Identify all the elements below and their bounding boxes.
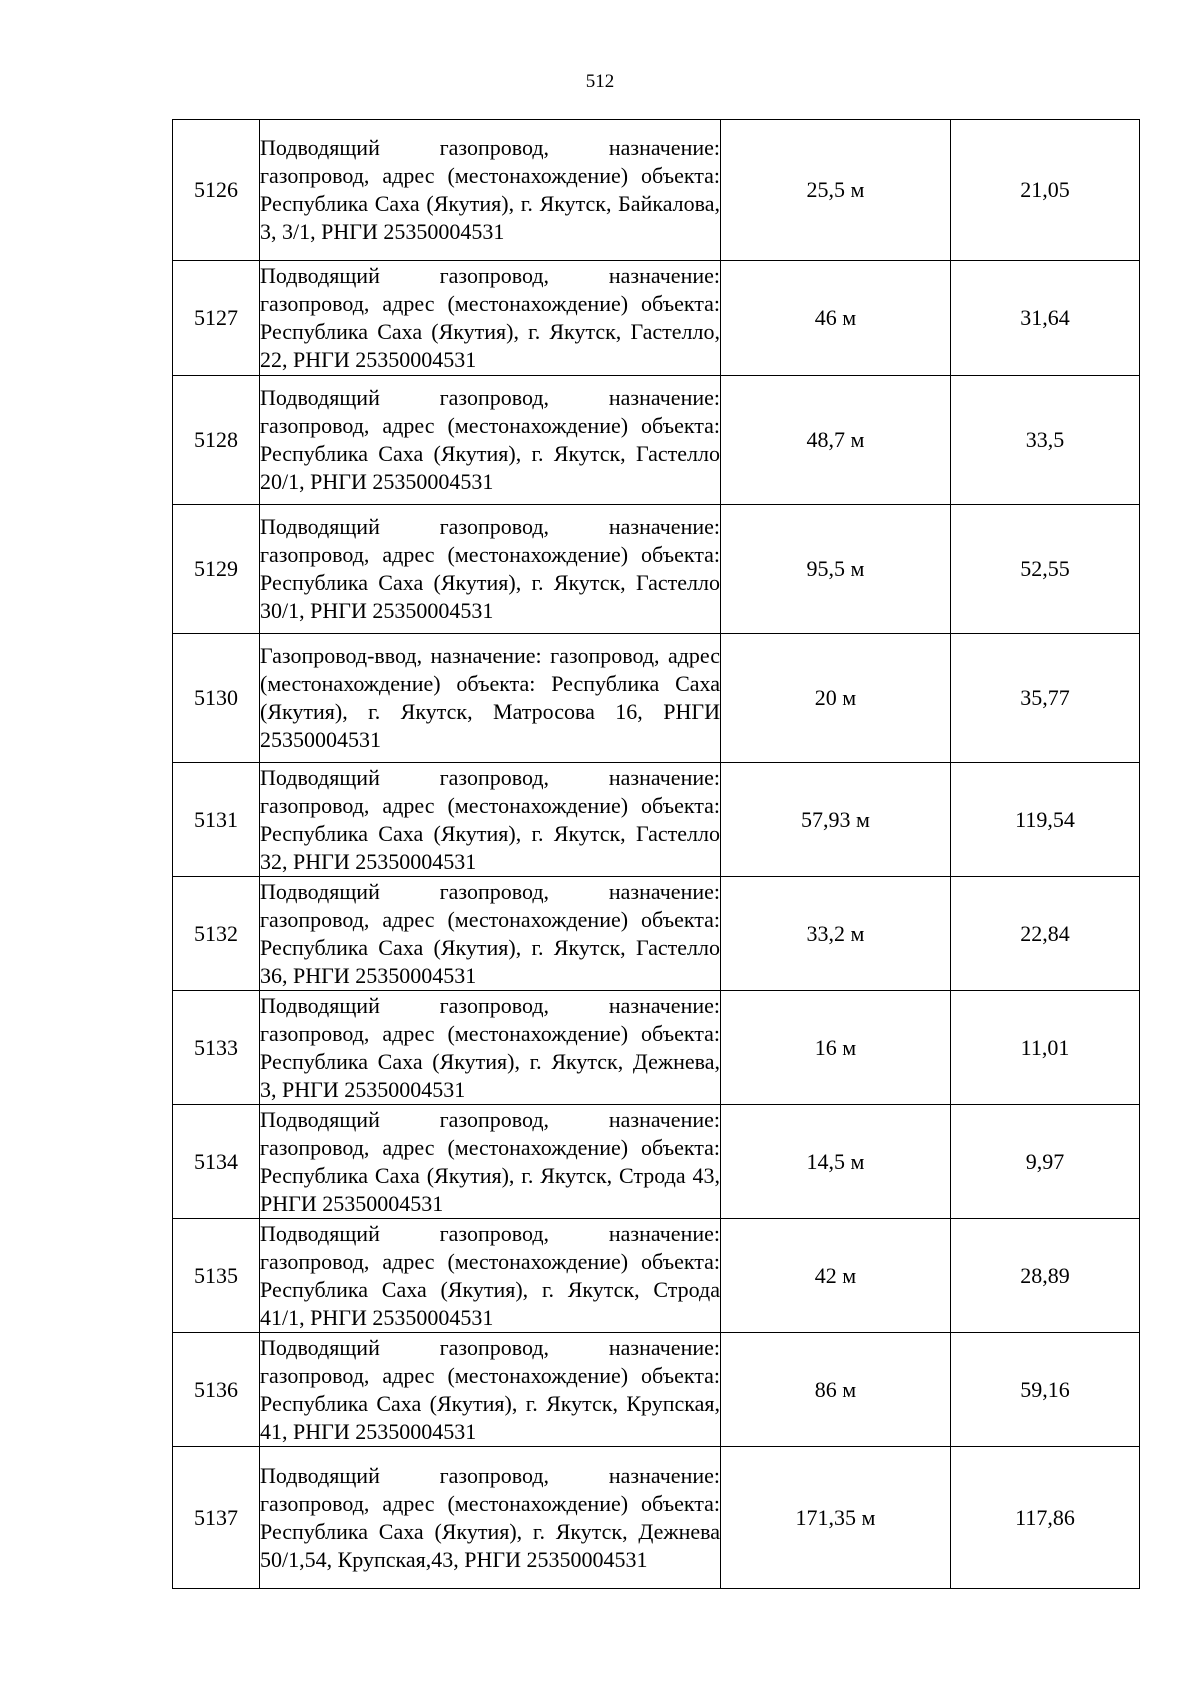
object-description: Подводящий газопровод, назначение: газопровод, адрес (местонахождение) объекта: Республика Саха (Якутия), г. Якутск, Строда 41/1, РНГИ 25350004531 [260,1219,721,1333]
object-length: 16 м [721,991,951,1105]
row-number: 5135 [173,1219,260,1333]
object-length: 171,35 м [721,1447,951,1589]
object-description: Подводящий газопровод, назначение: газопровод, адрес (местонахождение) объекта: Республика Саха (Якутия), г. Якутск, Строда 43, РНГИ 25350004531 [260,1105,721,1219]
object-value: 33,5 [951,376,1140,505]
table-row [173,763,1140,877]
table-row [173,1333,1140,1447]
table-row [173,877,1140,991]
object-length: 42 м [721,1219,951,1333]
table-row [173,376,1140,505]
table-row [173,120,1140,261]
row-number: 5133 [173,991,260,1105]
object-length: 25,5 м [721,120,951,261]
object-value: 59,16 [951,1333,1140,1447]
row-number: 5137 [173,1447,260,1589]
object-value: 31,64 [951,261,1140,376]
object-description: Подводящий газопровод, назначение: газопровод, адрес (местонахождение) объекта: Республика Саха (Якутия), г. Якутск, Гастелло 20/1, РНГИ 25350004531 [260,376,721,505]
object-length: 14,5 м [721,1105,951,1219]
object-value: 11,01 [951,991,1140,1105]
table-row [173,1105,1140,1219]
object-length: 33,2 м [721,877,951,991]
object-description: Подводящий газопровод, назначение: газопровод, адрес (местонахождение) объекта: Республика Саха (Якутия), г. Якутск, Гастелло, 22, РНГИ 25350004531 [260,261,721,376]
object-value: 9,97 [951,1105,1140,1219]
row-number: 5129 [173,505,260,634]
row-number: 5126 [173,120,260,261]
row-number: 5132 [173,877,260,991]
object-value: 21,05 [951,120,1140,261]
page-number: 512 [585,71,615,92]
object-length: 86 м [721,1333,951,1447]
object-value: 117,86 [951,1447,1140,1589]
object-value: 52,55 [951,505,1140,634]
row-number: 5128 [173,376,260,505]
row-number: 5131 [173,763,260,877]
row-number: 5136 [173,1333,260,1447]
table-row [173,505,1140,634]
row-number: 5127 [173,261,260,376]
object-length: 20 м [721,634,951,763]
object-description: Подводящий газопровод, назначение: газопровод, адрес (местонахождение) объекта: Республика Саха (Якутия), г. Якутск, Гастелло 32, РНГИ 25350004531 [260,763,721,877]
object-length: 46 м [721,261,951,376]
table-row [173,634,1140,763]
object-length: 57,93 м [721,763,951,877]
table-row [173,1219,1140,1333]
object-length: 95,5 м [721,505,951,634]
table-row [173,991,1140,1105]
object-description: Подводящий газопровод, назначение: газопровод, адрес (местонахождение) объекта: Республика Саха (Якутия), г. Якутск, Байкалова, 3, 3/1, РНГИ 25350004531 [260,120,721,261]
object-description: Подводящий газопровод, назначение: газопровод, адрес (местонахождение) объекта: Республика Саха (Якутия), г. Якутск, Дежнева, 3, РНГИ 25350004531 [260,991,721,1105]
object-length: 48,7 м [721,376,951,505]
object-description: Подводящий газопровод, назначение: газопровод, адрес (местонахождение) объекта: Республика Саха (Якутия), г. Якутск, Гастелло 36, РНГИ 25350004531 [260,877,721,991]
row-number: 5134 [173,1105,260,1219]
object-description: Газопровод-ввод, назначение: газопровод, адрес (местонахождение) объекта: Республика Саха (Якутия), г. Якутск, Матросова 16, РНГИ 25350004531 [260,634,721,763]
object-value: 22,84 [951,877,1140,991]
row-number: 5130 [173,634,260,763]
object-description: Подводящий газопровод, назначение: газопровод, адрес (местонахождение) объекта: Республика Саха (Якутия), г. Якутск, Гастелло 30/1, РНГИ 25350004531 [260,505,721,634]
table-row [173,261,1140,376]
object-value: 119,54 [951,763,1140,877]
registry-table [172,119,1140,1589]
object-value: 35,77 [951,634,1140,763]
table-row [173,1447,1140,1589]
object-value: 28,89 [951,1219,1140,1333]
object-description: Подводящий газопровод, назначение: газопровод, адрес (местонахождение) объекта: Республика Саха (Якутия), г. Якутск, Дежнева 50/1,54, Крупская,43, РНГИ 25350004531 [260,1447,721,1589]
object-description: Подводящий газопровод, назначение: газопровод, адрес (местонахождение) объекта: Республика Саха (Якутия), г. Якутск, Крупская, 41, РНГИ 25350004531 [260,1333,721,1447]
